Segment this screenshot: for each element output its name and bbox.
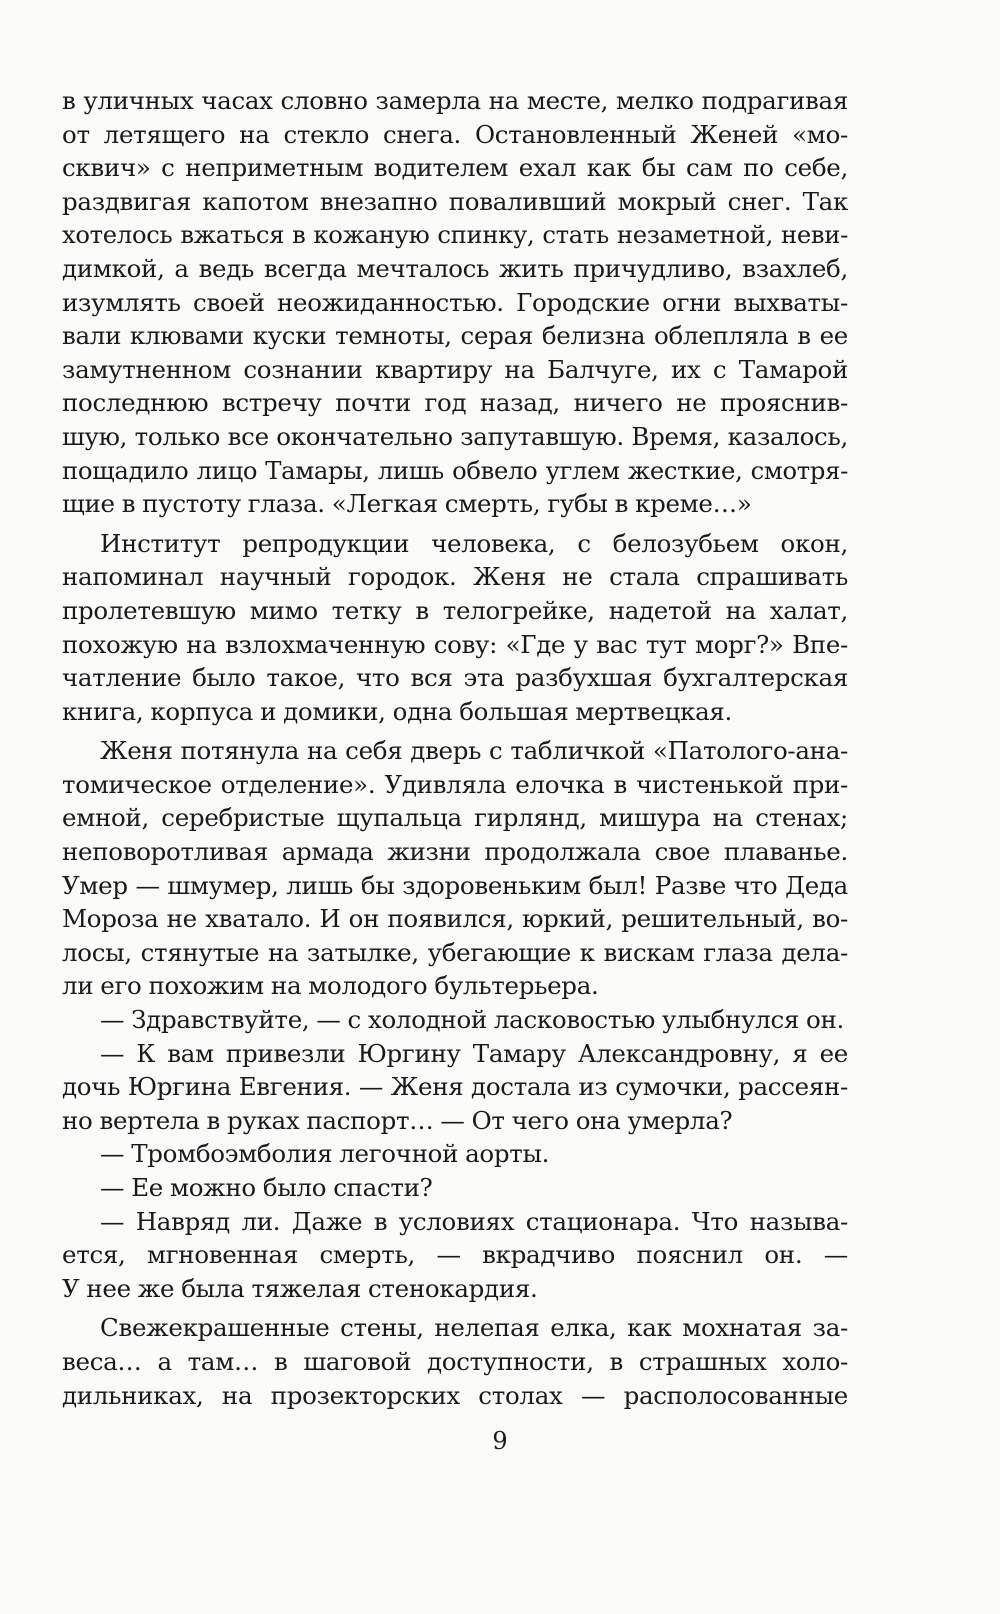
text-line: Умер — шмумер, лишь бы здоровеньким был! Разве что Деда <box>62 870 848 900</box>
text-line: вали клювами куски темноты, серая белизна облепляла в ее <box>62 321 848 351</box>
text-line: томическое отделение». Удивляла елочка в чистенькой при- <box>62 769 848 799</box>
text-line: — К вам привезли Юргину Тамару Александровну, я ее <box>100 1038 848 1068</box>
text-line: щие в пустоту глаза. «Легкая смерть, губы в креме…» <box>62 489 752 519</box>
text-line: — Ее можно было спасти? <box>100 1173 433 1202</box>
dialogue-line-5 <box>62 1205 848 1306</box>
paragraph-final <box>62 1311 848 1412</box>
text-line: раздвигая капотом внезапно поваливший мокрый снег. Так <box>62 186 848 216</box>
text-line: напоминал научный городок. Женя не стала спрашивать <box>62 562 848 592</box>
text-line: от летящего на стекло снега. Остановленный Женей «мо- <box>62 119 848 149</box>
paragraph-1 <box>62 84 848 521</box>
text-line: — Тромбоэмболия легочной аорты. <box>100 1139 550 1169</box>
paragraph-2 <box>62 527 848 729</box>
text-line: дильниках, на прозекторских столах — располосованные <box>62 1380 848 1410</box>
dialogue-line-3 <box>62 1137 848 1171</box>
text-line: дочь Юргина Евгения. — Женя достала из сумочки, рассеян- <box>62 1072 848 1102</box>
dialogue-line-1 <box>62 1003 848 1037</box>
text-line: в уличных часах словно замерла на месте, мелко подрагивая <box>62 86 848 115</box>
text-line: Свежекрашенные стены, нелепая елка, как мохнатая за- <box>100 1313 848 1343</box>
book-page-text <box>62 84 848 1412</box>
text-line: шую, только все окончательно запутавшую. Время, казалось, <box>62 421 848 451</box>
text-line: изумлять своей неожиданностью. Городские огни выхваты- <box>62 287 848 317</box>
paragraph-3 <box>62 734 848 1003</box>
dialogue-line-4 <box>62 1171 848 1205</box>
text-line: Мороза не хватало. И он появился, юркий, решительный, во- <box>62 904 848 934</box>
text-line: книга, корпуса и домики, одна большая мертвецкая. <box>62 696 733 726</box>
text-line: неповоротливая армада жизни продолжала свое плаванье. <box>62 837 848 867</box>
text-line: последнюю встречу почти год назад, ничего не прояснив- <box>62 388 848 418</box>
text-line: замутненном сознании квартиру на Балчуге, их с Тамарой <box>62 354 848 384</box>
text-line: димкой, а ведь всегда мечталось жить причудливо, взахлеб, <box>62 253 848 283</box>
page-number: 9 <box>492 1427 508 1455</box>
text-line: пролетевшую мимо тетку в телогрейке, надетой на халат, <box>62 595 848 625</box>
text-line: сквич» с неприметным водителем ехал как бы сам по себе, <box>62 153 848 183</box>
text-line: но вертела в руках паспорт… — От чего она умерла? <box>62 1105 733 1135</box>
text-line: — Навряд ли. Даже в условиях стационара. Что называ- <box>100 1206 848 1236</box>
text-line: чатление было такое, что вся эта разбухшая бухгалтерская <box>62 663 848 693</box>
text-line: веса… а там… в шаговой доступности, в страшных холо- <box>62 1346 848 1376</box>
text-line: ли его похожим на молодого бультерьера. <box>62 971 599 1001</box>
text-line: хотелось вжаться в кожаную спинку, стать незаметной, неви- <box>62 220 848 250</box>
text-line: лосы, стянутые на затылке, убегающие к вискам глаза дела- <box>62 937 848 967</box>
text-line: Институт репродукции человека, с белозубьем окон, <box>100 528 848 558</box>
text-line: похожую на взлохмаченную сову: «Где у вас тут морг?» Впе- <box>62 629 848 659</box>
text-line: У нее же была тяжелая стенокардия. <box>62 1273 538 1303</box>
text-line: ется, мгновенная смерть, — вкрадчиво пояснил он. — <box>62 1240 848 1270</box>
dialogue-line-2 <box>62 1037 848 1138</box>
text-line: — Здравствуйте, — с холодной ласковостью улыбнулся он. <box>100 1005 845 1035</box>
text-line: Женя потянула на себя дверь с табличкой «Патолого-ана- <box>100 736 848 766</box>
text-line: емной, серебристые щупальца гирлянд, мишура на стенах; <box>62 803 848 833</box>
text-line: пощадило лицо Тамары, лишь обвело углем жесткие, смотря- <box>62 455 848 485</box>
